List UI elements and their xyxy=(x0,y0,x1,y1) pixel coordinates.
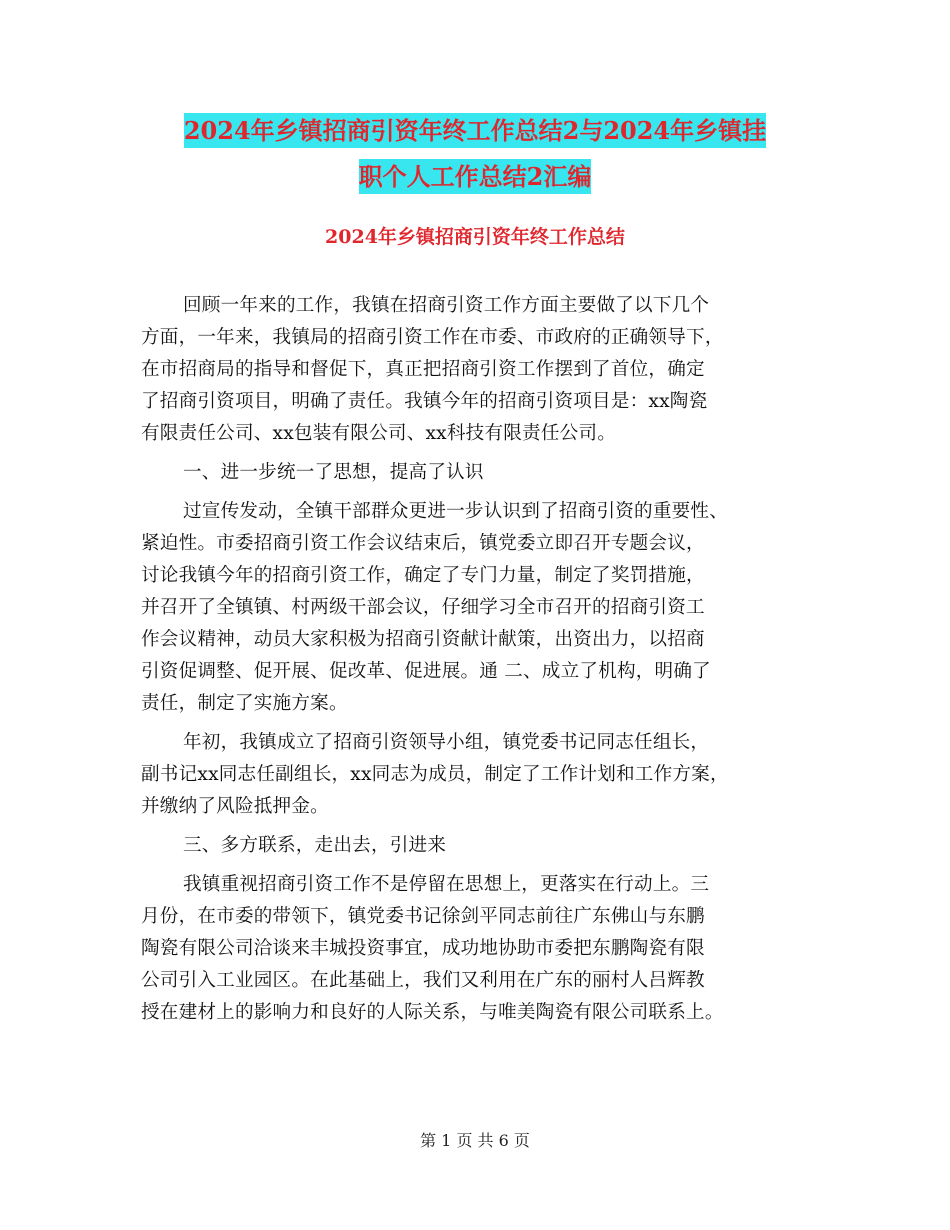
text-line: 责任，制定了实施方案。 xyxy=(141,693,348,714)
text-line: 有限责任公司、xx包装有限公司、xx科技有限责任公司。 xyxy=(141,423,617,444)
section-title: 2024年乡镇招商引资年终工作总结 xyxy=(325,226,625,248)
text-line: 作会议精神，动员大家积极为招商引资献计献策，出资出力，以招商 xyxy=(141,629,705,650)
text-line: 并召开了全镇镇、村两级干部会议，仔细学习全市召开的招商引资工 xyxy=(141,597,705,618)
text-line: 紧迫性。市委招商引资工作会议结束后，镇党委立即召开专题会议， xyxy=(141,533,705,554)
text-line: 讨论我镇今年的招商引资工作，确定了专门力量，制定了奖罚措施， xyxy=(141,565,705,586)
text-line: 月份，在市委的带领下，镇党委书记徐剑平同志前往广东佛山与东鹏 xyxy=(141,906,705,927)
text-line: 方面，一年来，我镇局的招商引资工作在市委、市政府的正确领导下， xyxy=(141,327,724,348)
text-line: 授在建材上的影响力和良好的人际关系，与唯美陶瓷有限公司联系上。 xyxy=(141,1002,724,1023)
text-line: 陶瓷有限公司洽谈来丰城投资事宜，成功地协助市委把东鹏陶瓷有限 xyxy=(141,938,705,959)
text-line: 在市招商局的指导和督促下，真正把招商引资工作摆到了首位，确定 xyxy=(141,359,705,380)
title-line-2: 职个人工作总结2汇编 xyxy=(359,159,592,194)
text-line: 副书记xx同志任副组长，xx同志为成员，制定了工作计划和工作方案， xyxy=(141,764,729,785)
text-line: 了招商引资项目，明确了责任。我镇今年的招商引资项目是：xx陶瓷 xyxy=(141,391,708,412)
page-footer: 第 1 页 共 6 页 xyxy=(420,1131,530,1150)
text-line: 年初，我镇成立了招商引资领导小组，镇党委书记同志任组长， xyxy=(183,732,710,753)
text-line: 引资促调整、促开展、促改革、促进展。通 二、成立了机构，明确了 xyxy=(141,661,711,682)
text-line: 公司引入工业园区。在此基础上，我们又利用在广东的丽村人吕辉教 xyxy=(141,970,705,991)
body-text xyxy=(141,290,813,1029)
title-line-1: 2024年乡镇招商引资年终工作总结2与2024年乡镇挂 xyxy=(184,113,766,148)
document-title xyxy=(140,108,810,200)
text-line: 我镇重视招商引资工作不是停留在思想上，更落实在行动上。三 xyxy=(183,874,710,895)
text-line: 并缴纳了风险抵押金。 xyxy=(141,796,329,817)
heading-line: 三、多方联系，走出去，引进来 xyxy=(183,835,447,856)
text-line: 过宣传发动，全镇干部群众更进一步认识到了招商引资的重要性、 xyxy=(183,501,729,522)
text-line: 回顾一年来的工作，我镇在招商引资工作方面主要做了以下几个 xyxy=(183,295,710,316)
heading-line: 一、进一步统一了思想，提高了认识 xyxy=(183,462,484,483)
